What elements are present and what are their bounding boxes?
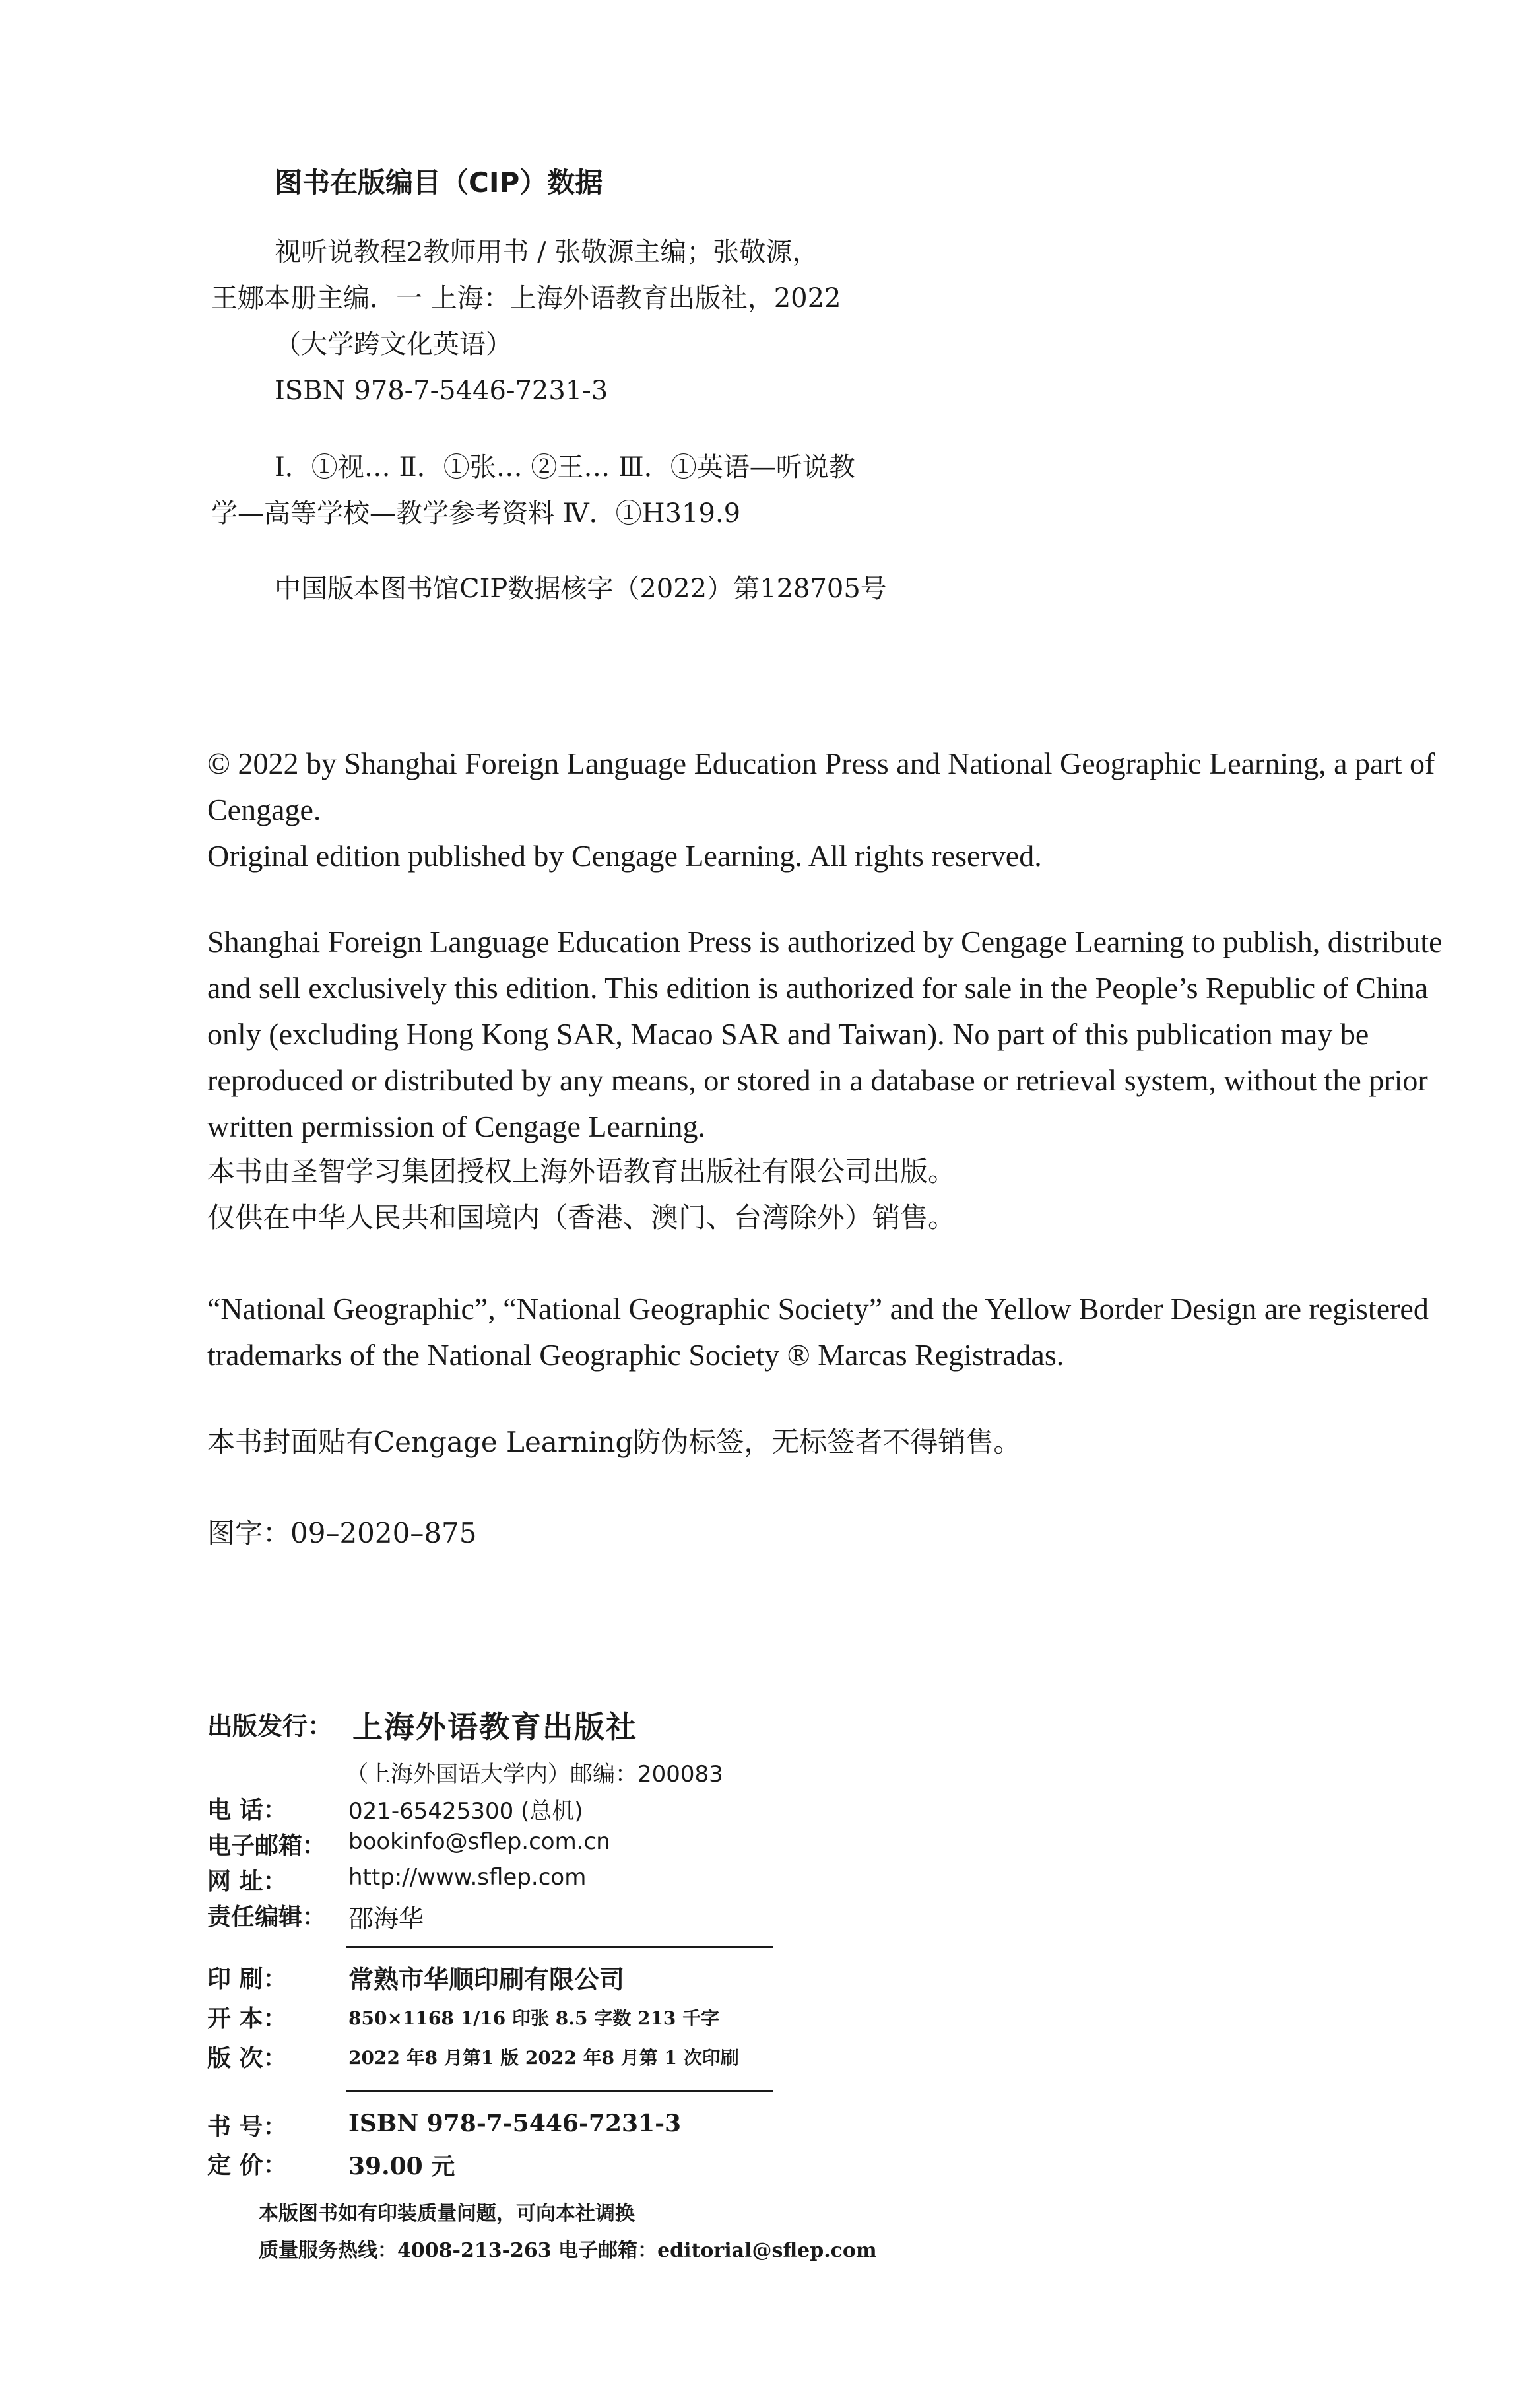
format-value: 850×1168 1/16 印张 8.5 字数 213 千字 — [348, 2007, 720, 2029]
cip-verification: 中国版本图书馆CIP数据核字（2022）第128705号 — [275, 574, 887, 604]
price-value: 39.00 元 — [348, 2153, 455, 2180]
divider — [346, 1946, 773, 1948]
isbn-label: 书 号： — [207, 2114, 287, 2141]
license-line: written permission of Cengage Learning. — [207, 1110, 705, 1143]
website-label: 网 址： — [207, 1868, 287, 1895]
cip-line: 视听说教程2教师用书 / 张敬源主编；张敬源， — [275, 237, 819, 267]
edition-value: 2022 年8 月第1 版 2022 年8 月第 1 次印刷 — [348, 2047, 739, 2069]
quality-notice: 本版图书如有印装质量问题，可向本社调换 — [259, 2202, 635, 2225]
divider — [346, 2090, 773, 2092]
website-value: http://www.sflep.com — [348, 1864, 587, 1890]
cip-title: 图书在版编目（CIP）数据 — [275, 166, 603, 199]
cip-classification: Ⅰ．①视… Ⅱ．①张… ②王… Ⅲ．①英语—听说教 — [275, 452, 855, 483]
publisher-label: 出版发行： — [207, 1712, 333, 1741]
phone-value: 021-65425300 (总机) — [348, 1798, 583, 1824]
license-line: and sell exclusively this edition. This edition is authorized for sale in the People’s Republic of China — [207, 971, 1429, 1005]
editor-label: 责任编辑： — [207, 1904, 327, 1931]
cip-classification: 学—高等学校—教学参考资料 Ⅳ．①H319.9 — [211, 498, 741, 529]
email-label: 电子邮箱： — [207, 1832, 327, 1859]
edition-label: 版 次： — [207, 2045, 287, 2072]
copyright-line: Original edition published by Cengage Learning. All rights reserved. — [207, 839, 1042, 873]
phone-label: 电 话： — [207, 1797, 287, 1824]
license-zh: 仅供在中华人民共和国境内（香港、澳门、台湾除外）销售。 — [207, 1201, 956, 1234]
copyright-line: Cengage. — [207, 793, 321, 826]
editor-value: 邵海华 — [348, 1904, 424, 1933]
cip-isbn: ISBN 978-7-5446-7231-3 — [275, 376, 608, 406]
isbn-value: ISBN 978-7-5446-7231-3 — [348, 2110, 682, 2137]
anticounterfeit-notice: 本书封面贴有Cengage Learning防伪标签，无标签者不得销售。 — [207, 1426, 1022, 1458]
price-label: 定 价： — [207, 2152, 287, 2179]
cip-line: （大学跨文化英语） — [275, 329, 512, 360]
license-line: only (excluding Hong Kong SAR, Macao SAR and Taiwan). No part of this publication may be — [207, 1017, 1369, 1051]
license-line: reproduced or distributed by any means, or stored in a database or retrieval system, without the prior — [207, 1063, 1428, 1097]
license-line: Shanghai Foreign Language Education Press is authorized by Cengage Learning to publish, distribute — [207, 925, 1443, 958]
trademark-line: trademarks of the National Geographic Society ® Marcas Registradas. — [207, 1338, 1064, 1372]
license-zh: 本书由圣智学习集团授权上海外语教育出版社有限公司出版。 — [207, 1155, 956, 1187]
publisher-address: （上海外国语大学内）邮编：200083 — [346, 1761, 723, 1788]
cip-line: 王娜本册主编．一 上海：上海外语教育出版社，2022 — [211, 283, 841, 314]
printer-label: 印 刷： — [207, 1966, 287, 1993]
copyright-permit-number: 图字：09–2020–875 — [207, 1517, 477, 1549]
printer-value: 常熟市华顺印刷有限公司 — [348, 1964, 625, 1994]
publisher-name: 上海外语教育出版社 — [352, 1709, 637, 1745]
trademark-line: “National Geographic”, “National Geographic Society” and the Yellow Border Design are registered — [207, 1292, 1429, 1325]
copyright-line: © 2022 by Shanghai Foreign Language Education Press and National Geographic Learning, a part of — [207, 747, 1435, 780]
format-label: 开 本： — [207, 2005, 287, 2032]
service-hotline: 质量服务热线：4008-213-263 电子邮箱：editorial@sflep.com — [259, 2239, 877, 2262]
email-value: bookinfo@sflep.com.cn — [348, 1828, 610, 1855]
